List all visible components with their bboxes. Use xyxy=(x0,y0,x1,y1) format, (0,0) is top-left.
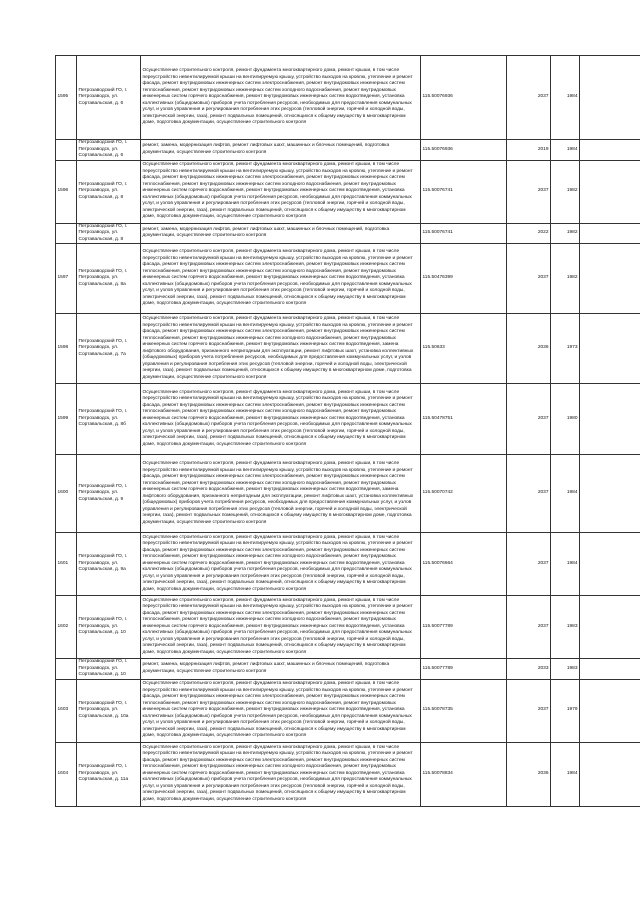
address-line: Петрозаводск, ул. xyxy=(78,623,119,629)
build-year-cell: 1984 xyxy=(551,140,580,161)
address-line: Петрозаводск, ул. xyxy=(78,146,119,152)
table-body xyxy=(56,56,640,807)
address-cell xyxy=(77,455,141,533)
table-row xyxy=(56,455,640,533)
row-number xyxy=(56,659,77,680)
planned-year-cell: 2037 xyxy=(507,160,551,223)
work-description-cell: Осуществление строительного контроля, ремонт фундамента многоквартирного дома, ремонт крыши, в том числе переустройство невентилируемой крыши на вентилируемую крышу, устройство выходов на кровлю, утепление и ремонт фасада, ремонт внутридомовых инженерных систем электроснабжения, ремонт внутридомовых инженерных систем теплоснабжения, ремонт внутридомовых инженерных систем холодного водоснабжения, ремонт внутридомовых инженерных систем горячего водоснабжения, ремонт внутридомовых инженерных систем водоотведения, замена лифтового оборудования, признанного непригодным для эксплуатации, ремонт лифтовых шахт, установка коллективных (общедомовых) приборов учета потребления ресурсов, необходимых для предоставления коммунальных услуг, и узлов управления и регулирования потребления этих ресурсов (тепловой энергии, горячей и холодной воды, электрической энергии, газа), ремонт подвальных помещений, относящихся к общему имуществу в многоквартирном доме, подготовка документации, осуществление строительного контроля xyxy=(141,314,421,384)
build-year-cell: 1984 xyxy=(551,533,580,596)
address-line: Петрозаводский ГО, г. xyxy=(78,700,128,706)
work-description-cell: Осуществление строительного контроля, ремонт фундамента многоквартирного дома, ремонт крыши, в том числе переустройство невентилируемой крыши на вентилируемую крышу, устройство выходов на кровлю, утепление и ремонт фасада, ремонт внутридомовых инженерных систем электроснабжения, ремонт внутридомовых инженерных систем теплоснабжения, ремонт внутридомовых инженерных систем холодного водоснабжения, ремонт внутридомовых инженерных систем горячего водоснабжения, ремонт внутридомовых инженерных систем водоотведения, установка коллективных (общедомовых) приборов учета потребления ресурсов, необходимых для предоставления коммунальных услуг, и узлов управления и регулирования потребления этих ресурсов (тепловой энергии, горячей и холодной воды, электрической энергии, газа), ремонт подвальных помещений, относящихся к общему имуществу в многоквартирном доме, подготовка документации, осуществление строительного контроля xyxy=(141,596,421,659)
address-line: Петрозаводск, ул. xyxy=(78,707,119,713)
planned-year-cell: 2036 xyxy=(507,314,551,384)
address-line: Петрозаводск, ул. xyxy=(78,415,119,421)
build-year-cell: 1984 xyxy=(551,742,580,806)
building-code-cell: 115.50077789 xyxy=(421,659,507,680)
row-number: 1602 xyxy=(56,596,77,659)
address-line: Петрозаводск, ул. xyxy=(78,275,119,281)
address-cell xyxy=(77,160,141,223)
address-cell xyxy=(77,659,141,680)
address-line: Сортавальская, д. 8 xyxy=(78,236,124,242)
planned-year-cell: 2037 xyxy=(507,455,551,533)
empty-cell xyxy=(580,596,640,659)
table-row xyxy=(56,140,640,161)
empty-cell xyxy=(580,533,640,596)
planned-year-cell: 2037 xyxy=(507,679,551,742)
address-line: Петрозаводский ГО, г. xyxy=(78,764,128,770)
address-line: Петрозаводский ГО, г. xyxy=(78,140,128,145)
address-line: Петрозаводск, ул. xyxy=(78,665,119,671)
empty-cell xyxy=(580,679,640,742)
table-row xyxy=(56,742,640,806)
address-line: Сортавальская, д. 9а xyxy=(78,567,126,573)
work-description-cell: Осуществление строительного контроля, ремонт фундамента многоквартирного дома, ремонт крыши, в том числе переустройство невентилируемой крыши на вентилируемую крышу, устройство выходов на кровлю, утепление и ремонт фасада, ремонт внутридомовых инженерных систем электроснабжения, ремонт внутридомовых инженерных систем теплоснабжения, ремонт внутридомовых инженерных систем холодного водоснабжения, ремонт внутридомовых инженерных систем горячего водоснабжения, ремонт внутридомовых инженерных систем водоотведения, установка коллективных (общедомовых) приборов учета потребления ресурсов, необходимых для предоставления коммунальных услуг, и узлов управления и регулирования потребления этих ресурсов (тепловой энергии, горячей и холодной воды, электрической энергии, газа), ремонт подвальных помещений, относящихся к общему имуществу в многоквартирном доме, подготовка документации, осуществление строительного контроля xyxy=(141,679,421,742)
table-row xyxy=(56,384,640,455)
row-number: 1601 xyxy=(56,533,77,596)
work-description-cell: ремонт, замена, модернизация лифтов, ремонт лифтовых шахт, машинных и блочных помещений, подготовка документации, осуществление строительного контроля xyxy=(141,223,421,244)
build-year-cell: 1982 xyxy=(551,223,580,244)
address-line: Сортавальская, д. 7а xyxy=(78,351,126,357)
row-number: 1595 xyxy=(56,56,77,140)
row-number: 1600 xyxy=(56,455,77,533)
address-line: Петрозаводский ГО, г. xyxy=(78,181,128,187)
address-line: Петрозаводский ГО, г. xyxy=(78,409,128,415)
planned-year-cell: 2037 xyxy=(507,244,551,314)
address-cell xyxy=(77,679,141,742)
address-line: Петрозаводский ГО, г. xyxy=(78,223,128,229)
table-row xyxy=(56,659,640,680)
building-code-cell: 115.50076741 xyxy=(421,160,507,223)
address-line: Петрозаводский ГО, г. xyxy=(78,554,128,560)
table-row xyxy=(56,679,640,742)
address-line: Петрозаводск, ул. xyxy=(78,770,119,776)
building-code-cell: 115.50076936 xyxy=(421,56,507,140)
build-year-cell: 1984 xyxy=(551,56,580,140)
planned-year-cell: 2022 xyxy=(507,223,551,244)
building-code-cell: 115.50478751 xyxy=(421,384,507,455)
row-number: 1596 xyxy=(56,160,77,223)
build-year-cell: 1984 xyxy=(551,455,580,533)
address-line: Петрозаводск, ул. xyxy=(78,490,119,496)
planned-year-cell: 2019 xyxy=(507,140,551,161)
build-year-cell: 1979 xyxy=(551,679,580,742)
building-code-cell: 115.50076664 xyxy=(421,533,507,596)
address-cell xyxy=(77,223,141,244)
planned-year-cell: 2033 xyxy=(507,659,551,680)
empty-cell xyxy=(580,314,640,384)
address-line: Сортавальская, д. 8б xyxy=(78,422,126,428)
work-description-cell: Осуществление строительного контроля, ремонт фундамента многоквартирного дома, ремонт крыши, в том числе переустройство невентилируемой крыши на вентилируемую крышу, устройство выходов на кровлю, утепление и ремонт фасада, ремонт внутридомовых инженерных систем электроснабжения, ремонт внутридомовых инженерных систем теплоснабжения, ремонт внутридомовых инженерных систем холодного водоснабжения, ремонт внутридомовых инженерных систем горячего водоснабжения, ремонт внутридомовых инженерных систем водоотведения, установка коллективных (общедомовых) приборов учета потребления ресурсов, необходимых для предоставления коммунальных услуг, и узлов управления и регулирования потребления этих ресурсов (тепловой энергии, горячей и холодной воды, электрической энергии, газа), ремонт подвальных помещений, относящихся к общему имуществу в многоквартирном доме, подготовка документации, осуществление строительного контроля xyxy=(141,533,421,596)
address-cell xyxy=(77,742,141,806)
empty-cell xyxy=(580,223,640,244)
work-description-cell: Осуществление строительного контроля, ремонт фундамента многоквартирного дома, ремонт крыши, в том числе переустройство невентилируемой крыши на вентилируемую крышу, устройство выходов на кровлю, утепление и ремонт фасада, ремонт внутридомовых инженерных систем электроснабжения, ремонт внутридомовых инженерных систем теплоснабжения, ремонт внутридомовых инженерных систем холодного водоснабжения, ремонт внутридомовых инженерных систем горячего водоснабжения, ремонт внутридомовых инженерных систем водоотведения, установка коллективных (общедомовых) приборов учета потребления ресурсов, необходимых для предоставления коммунальных услуг, и узлов управления и регулирования потребления этих ресурсов (тепловой энергии, горячей и холодной воды, электрической энергии, газа), ремонт подвальных помещений, относящихся к общему имуществу в многоквартирном доме, подготовка документации, осуществление строительного контроля xyxy=(141,244,421,314)
address-line: Петрозаводский ГО, г. xyxy=(78,87,128,93)
address-cell xyxy=(77,384,141,455)
row-number: 1603 xyxy=(56,679,77,742)
address-cell xyxy=(77,314,141,384)
address-cell xyxy=(77,533,141,596)
address-line: Петрозаводский ГО, г. xyxy=(78,268,128,274)
empty-cell xyxy=(580,742,640,806)
planned-year-cell: 2036 xyxy=(507,742,551,806)
address-line: Сортавальская, д. 8а xyxy=(78,281,126,287)
row-number: 1598 xyxy=(56,314,77,384)
address-cell xyxy=(77,56,141,140)
building-code-cell: 115.50070742 xyxy=(421,455,507,533)
work-description-cell: Осуществление строительного контроля, ремонт фундамента многоквартирного дома, ремонт крыши, в том числе переустройство невентилируемой крыши на вентилируемую крышу, устройство выходов на кровлю, утепление и ремонт фасада, ремонт внутридомовых инженерных систем электроснабжения, ремонт внутридомовых инженерных систем теплоснабжения, ремонт внутридомовых инженерных систем холодного водоснабжения, ремонт внутридомовых инженерных систем горячего водоснабжения, ремонт внутридомовых инженерных систем водоотведения, установка коллективных (общедомовых) приборов учета потребления ресурсов, необходимых для предоставления коммунальных услуг, и узлов управления и регулирования потребления этих ресурсов (тепловой энергии, горячей и холодной воды, электрической энергии, газа), ремонт подвальных помещений, относящихся к общему имуществу в многоквартирном доме, подготовка документации, осуществление строительного контроля xyxy=(141,160,421,223)
address-line: Сортавальская, д. 6 xyxy=(78,153,124,158)
empty-cell xyxy=(580,140,640,161)
work-description-cell: Осуществление строительного контроля, ремонт фундамента многоквартирного дома, ремонт крыши, в том числе переустройство невентилируемой крыши на вентилируемую крышу, устройство выходов на кровлю, утепление и ремонт фасада, ремонт внутридомовых инженерных систем электроснабжения, ремонт внутридомовых инженерных систем теплоснабжения, ремонт внутридомовых инженерных систем холодного водоснабжения, ремонт внутридомовых инженерных систем горячего водоснабжения, ремонт внутридомовых инженерных систем водоотведения, установка коллективных (общедомовых) приборов учета потребления ресурсов, необходимых для предоставления коммунальных услуг, и узлов управления и регулирования потребления этих ресурсов (тепловой энергии, горячей и холодной воды, электрической энергии, газа), ремонт подвальных помещений, относящихся к общему имуществу в многоквартирном доме, подготовка документации, осуществление строительного контроля xyxy=(141,742,421,806)
table-row xyxy=(56,160,640,223)
building-code-cell: 115.50076936 xyxy=(421,140,507,161)
row-number: 1599 xyxy=(56,384,77,455)
row-number xyxy=(56,140,77,161)
table-row xyxy=(56,314,640,384)
work-description-cell: Осуществление строительного контроля, ремонт фундамента многоквартирного дома, ремонт крыши, в том числе переустройство невентилируемой крыши на вентилируемую крышу, устройство выходов на кровлю, утепление и ремонт фасада, ремонт внутридомовых инженерных систем электроснабжения, ремонт внутридомовых инженерных систем теплоснабжения, ремонт внутридомовых инженерных систем холодного водоснабжения, ремонт внутридомовых инженерных систем горячего водоснабжения, ремонт внутридомовых инженерных систем водоотведения, замена лифтового оборудования, признанного непригодным для эксплуатации, ремонт лифтовых шахт, установка коллективных (общедомовых) приборов учета потребления ресурсов, необходимых для предоставления коммунальных услуг, и узлов управления и регулирования потребления этих ресурсов (тепловой энергии, горячей и холодной воды, электрической энергии, газа), ремонт подвальных помещений, относящихся к общему имуществу в многоквартирном доме, подготовка документации, осуществление строительного контроля xyxy=(141,455,421,533)
work-description-cell: Осуществление строительного контроля, ремонт фундамента многоквартирного дома, ремонт крыши, в том числе переустройство невентилируемой крыши на вентилируемую крышу, устройство выходов на кровлю, утепление и ремонт фасада, ремонт внутридомовых инженерных систем электроснабжения, ремонт внутридомовых инженерных систем теплоснабжения, ремонт внутридомовых инженерных систем холодного водоснабжения, ремонт внутридомовых инженерных систем горячего водоснабжения, ремонт внутридомовых инженерных систем водоотведения, установка коллективных (общедомовых) приборов учета потребления ресурсов, необходимых для предоставления коммунальных услуг, и узлов управления и регулирования потребления этих ресурсов (тепловой энергии, горячей и холодной воды, электрической энергии, газа), ремонт подвальных помещений, относящихся к общему имуществу в многоквартирном доме, подготовка документации, осуществление строительного контроля xyxy=(141,384,421,455)
table-row xyxy=(56,596,640,659)
address-line: Петрозаводск, ул. xyxy=(78,94,119,100)
address-line: Петрозаводск, ул. xyxy=(78,345,119,351)
build-year-cell: 1982 xyxy=(551,244,580,314)
address-cell xyxy=(77,244,141,314)
address-line: Сортавальская, д. 11а xyxy=(78,777,129,783)
build-year-cell: 1983 xyxy=(551,596,580,659)
address-line: Сортавальская, д. 9 xyxy=(78,496,124,502)
address-line: Петрозаводский ГО, г. xyxy=(78,338,128,344)
building-code-cell: 115.50078834 xyxy=(421,742,507,806)
building-code-cell: 115.50633 xyxy=(421,314,507,384)
planned-year-cell: 2037 xyxy=(507,533,551,596)
work-description-cell: ремонт, замена, модернизация лифтов, ремонт лифтовых шахт, машинных и блочных помещений, подготовка документации, осуществление строительного контроля xyxy=(141,659,421,680)
table-row xyxy=(56,244,640,314)
address-line: Петрозаводский ГО, г. xyxy=(78,659,128,664)
work-description-cell: Осуществление строительного контроля, ремонт фундамента многоквартирного дома, ремонт крыши, в том числе переустройство невентилируемой крыши на вентилируемую крышу, устройство выходов на кровлю, утепление и ремонт фасада, ремонт внутридомовых инженерных систем электроснабжения, ремонт внутридомовых инженерных систем теплоснабжения, ремонт внутридомовых инженерных систем холодного водоснабжения, ремонт внутридомовых инженерных систем горячего водоснабжения, ремонт внутридомовых инженерных систем водоотведения, установка коллективных (общедомовых) приборов учета потребления ресурсов, необходимых для предоставления коммунальных услуг, и узлов управления и регулирования потребления этих ресурсов (тепловой энергии, горячей и холодной воды, электрической энергии, газа), ремонт подвальных помещений, относящихся к общему имуществу в многоквартирном доме, подготовка документации, осуществление строительного контроля xyxy=(141,56,421,140)
address-line: Петрозаводск, ул. xyxy=(78,230,119,235)
empty-cell xyxy=(580,160,640,223)
build-year-cell: 1973 xyxy=(551,314,580,384)
row-number xyxy=(56,223,77,244)
row-number: 1604 xyxy=(56,742,77,806)
capital-repair-table xyxy=(55,55,640,807)
planned-year-cell: 2037 xyxy=(507,384,551,455)
address-cell xyxy=(77,596,141,659)
address-line: Сортавальская, д. 10 xyxy=(78,630,126,636)
building-code-cell: 115.50077789 xyxy=(421,596,507,659)
building-code-cell: 115.50076741 xyxy=(421,223,507,244)
address-line: Петрозаводск, ул. xyxy=(78,188,119,194)
planned-year-cell: 2037 xyxy=(507,596,551,659)
address-cell xyxy=(77,140,141,161)
row-number: 1597 xyxy=(56,244,77,314)
address-line: Петрозаводский ГО, г. xyxy=(78,617,128,623)
empty-cell xyxy=(580,244,640,314)
planned-year-cell: 2037 xyxy=(507,56,551,140)
building-code-cell: 115.50078735 xyxy=(421,679,507,742)
address-line: Сортавальская, д. 10а xyxy=(78,713,129,719)
table-row xyxy=(56,533,640,596)
work-description-cell: ремонт, замена, модернизация лифтов, ремонт лифтовых шахт, машинных и блочных помещений, подготовка документации, осуществление строительного контроля xyxy=(141,140,421,161)
building-code-cell: 115.50476399 xyxy=(421,244,507,314)
empty-cell xyxy=(580,659,640,680)
address-line: Петрозаводск, ул. xyxy=(78,560,119,566)
build-year-cell: 1982 xyxy=(551,160,580,223)
build-year-cell: 1983 xyxy=(551,659,580,680)
empty-cell xyxy=(580,384,640,455)
address-line: Петрозаводский ГО, г. xyxy=(78,483,128,489)
table-row xyxy=(56,223,640,244)
empty-cell xyxy=(580,455,640,533)
address-line: Сортавальская, д. 10 xyxy=(78,672,126,677)
build-year-cell: 1980 xyxy=(551,384,580,455)
empty-cell xyxy=(580,56,640,140)
address-line: Сортавальская, д. 8 xyxy=(78,194,124,200)
address-line: Сортавальская, д. 6 xyxy=(78,100,124,106)
table-row xyxy=(56,56,640,140)
